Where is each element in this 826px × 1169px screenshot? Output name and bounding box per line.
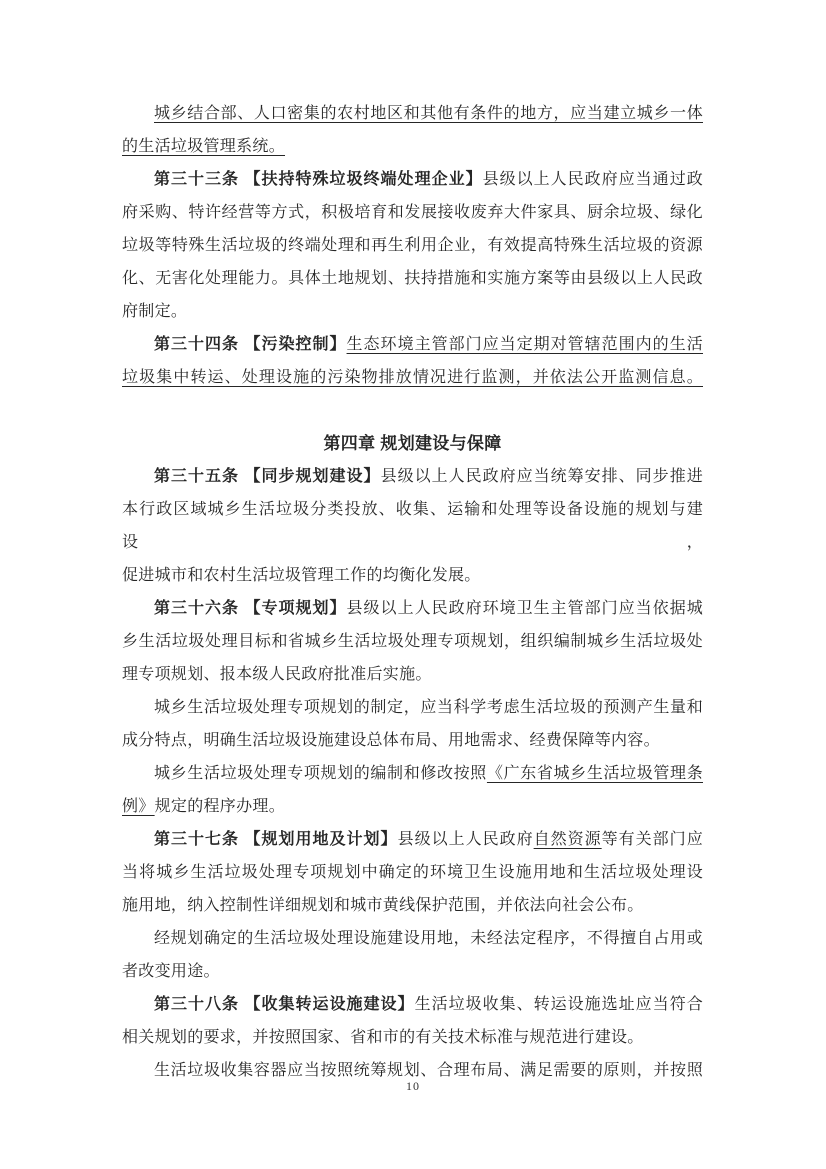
text-line [122,262,703,295]
chapter-heading [122,427,703,460]
underlined-text: 《广东省城乡生活垃圾管理条 [486,765,703,782]
article-label: 第三十八条 【收集转运设施建设】 [154,996,415,1013]
text-line [122,955,703,988]
text-line [122,295,703,328]
article-label: 第三十六条 【专项规划】 [154,600,347,617]
document-page [122,97,703,1087]
text-line [122,592,703,625]
text-line [122,790,703,823]
page-number: 10 [406,1079,420,1093]
text-segment: 乡生活垃圾处理目标和省城乡生活垃圾处理专项规划，组织编制城乡生活垃圾处 [122,633,703,650]
text-line [122,691,703,724]
article-label: 第三十三条 【扶持特殊垃圾终端处理企业】 [154,171,483,188]
text-segment: 城乡生活垃圾处理专项规划的制定，应当科学考虑生活垃圾的预测产生量和 [154,699,703,716]
underlined-text: 生态环境主管部门应当定期对管辖范围内的生活 [346,336,703,353]
underlined-text: 的生活垃圾管理系统。 [122,138,286,155]
text-segment: 化、无害化处理能力。具体土地规划、扶持措施和实施方案等由县级以上人民政 [122,270,703,287]
text-segment: 等有关部门应 [601,831,703,848]
text-line [122,493,703,559]
text-segment: 理专项规划、报本级人民政府批准后实施。 [122,666,432,683]
text-segment: 规定的程序办理。 [154,798,286,815]
text-line [122,328,703,361]
article-label: 第三十七条 【规划用地及计划】 [154,831,398,848]
text-line [122,229,703,262]
text-line [122,625,703,658]
text-line [122,922,703,955]
text-segment: 城乡生活垃圾处理专项规划的编制和修改按照 [154,765,487,782]
text-segment: 垃圾等特殊生活垃圾的终端处理和再生利用企业，有效提高特殊生活垃圾的资源 [122,237,703,254]
blank-line [122,394,703,427]
text-line [122,856,703,889]
text-line [122,559,703,592]
text-line [122,97,703,130]
text-segment: 施用地，纳入控制性详细规划和城市黄线保护范围，并依法向社会公布。 [122,897,644,914]
article-label: 第三十五条 【同步规划建设】 [154,468,381,485]
text-segment: 府制定。 [122,303,188,320]
text-segment: 促进城市和农村生活垃圾管理工作的均衡化发展。 [122,567,481,584]
text-line [122,130,703,163]
text-segment: 成分特点，明确生活垃圾设施建设总体布局、用地需求、经费保障等内容。 [122,732,660,749]
text-line [122,757,703,790]
text-line [122,1021,703,1054]
text-segment: 府采购、特许经营等方式，积极培育和发展接收废弃大件家具、厨余垃圾、绿化 [122,204,703,221]
text-line [122,361,703,394]
text-segment: 生活垃圾收集容器应当按照统筹规划、合理布局、满足需要的原则，并按照 [154,1062,703,1079]
document-lines [122,97,703,1087]
text-segment: 县级以上人民政府环境卫生主管部门应当依据城 [346,600,703,617]
text-segment: 县级以上人民政府应当统筹安排、同步推进 [380,468,703,485]
text-segment: 县级以上人民政府 [397,831,534,848]
underlined-text: 垃圾集中转运、处理设施的污染物排放情况进行监测，并依法公开监测信息。 [122,369,703,386]
underlined-text: 城乡结合部、人口密集的农村地区和其他有条件的地方，应当建立城乡一体 [154,105,703,122]
article-label: 第四章 规划建设与保障 [323,434,502,453]
text-segment: 经规划确定的生活垃圾处理设施建设用地，未经法定程序，不得擅自占用或 [154,930,703,947]
underlined-text: 例》 [122,798,155,815]
text-segment: 县级以上人民政府应当通过政 [482,171,703,188]
text-line [122,889,703,922]
text-segment: 相关规划的要求，并按照国家、省和市的有关技术标准与规范进行建设。 [122,1029,644,1046]
text-line [122,163,703,196]
text-line [122,724,703,757]
text-line [122,460,703,493]
article-label: 第三十四条 【污染控制】 [154,336,347,353]
text-line [122,196,703,229]
text-segment: 当将城乡生活垃圾处理专项规划中确定的环境卫生设施用地和生活垃圾处理设 [122,864,703,881]
text-line [122,823,703,856]
text-segment: 生活垃圾收集、转运设施选址应当符合 [414,996,703,1013]
underlined-text: 自然资源 [533,831,602,848]
text-line [122,658,703,691]
text-segment: 本行政区域城乡生活垃圾分类投放、收集、运输和处理等设备设施的规划与建设， [122,501,703,551]
text-line [122,988,703,1021]
text-segment: 者改变用途。 [122,963,220,980]
